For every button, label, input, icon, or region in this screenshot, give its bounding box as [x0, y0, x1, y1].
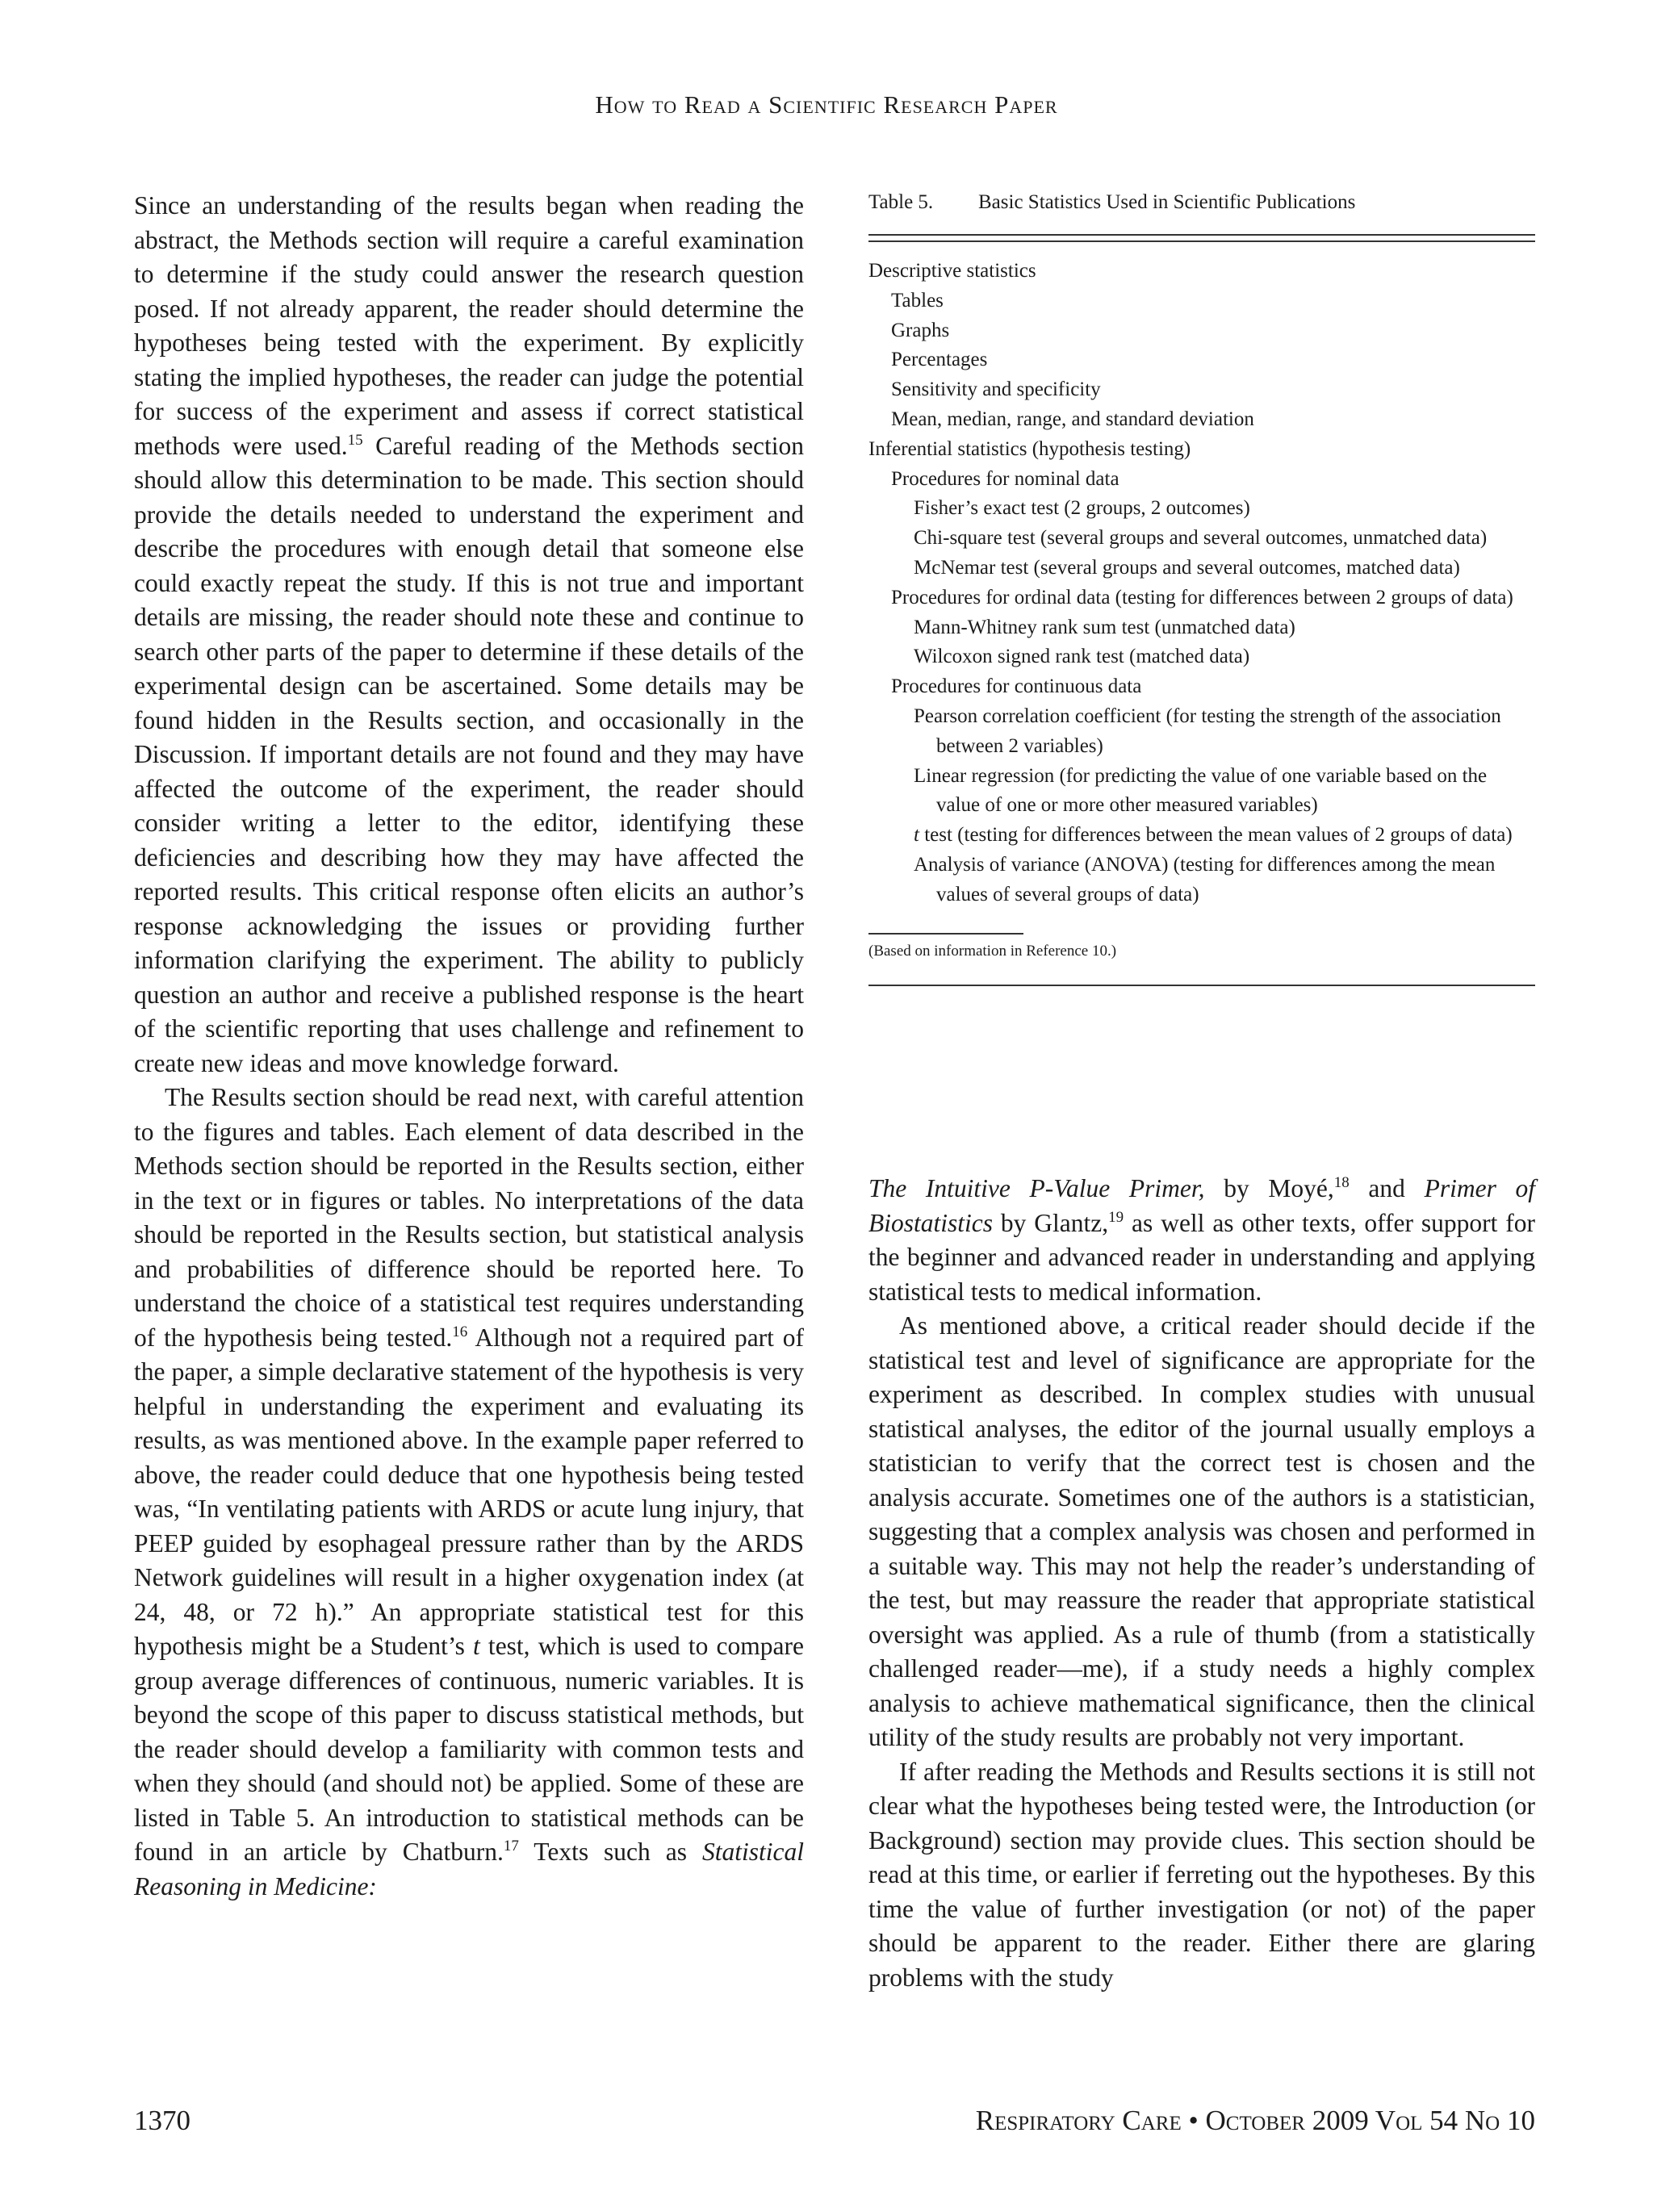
table-row: Fisher’s exact test (2 groups, 2 outcomes) [914, 497, 1250, 520]
table-row: Procedures for continuous data [891, 675, 1142, 698]
reference-19: 19 [1108, 1208, 1124, 1226]
table-row: Chi-square test (several groups and several outcomes, unmatched data) [914, 527, 1488, 550]
right-paragraph-1: The Intuitive P-Value Primer, by Moyé,$^{18}$ and Primer of Biostatistics by Glantz,$^{19}$ as well as other texts, offer support for the beginner and advanced reader in understanding and applying statistical tests to medical information. [868, 1174, 1536, 1306]
table-row: Inferential statistics (hypothesis testing) [868, 437, 1191, 460]
reference-16: 16 [452, 1323, 468, 1340]
running-head: How to Read a Scientific Research Paper [595, 90, 1058, 119]
table-row: Linear regression (for predicting the value of one variable based on the value of one or more other measured variables) [914, 764, 1488, 817]
journal-footer: Respiratory Care • October 2009 Vol 54 No 10 [975, 2105, 1535, 2136]
table-footnote-rule [868, 933, 1023, 935]
left-paragraph-1: Since an understanding of the results began when reading the abstract, the Methods section will require a careful examination to determine if the study could answer the research question posed. If not already apparent, the reader should determine the hypotheses being tested with the experiment. By explicitly stating the implied hypotheses, the reader can judge the potential for success of the experiment and assess if correct statistical methods were used.$^{15}$ Careful reading of the Methods section should allow this determination to be made. This section should provide the details needed to understand the experiment and describe the procedures with enough detail that someone else could exactly repeat the study. If this is not true and important details are missing, the reader should note these and continue to search other parts of the paper to determine if these details of the experimental design can be ascertained. Some details may be found hidden in the Results section, and occasionally in the Discussion. If important details are not found and they may have affected the outcome of the experiment, the reader should consider writing a letter to the editor, identifying these deficiencies and describing how they may have affected the reported results. This critical response often elicits an author’s response acknowledging the issues or providing further information clarifying the experiment. The ability to publicly question an author and receive a published response is the heart of the scientific reporting that uses challenge and refinement to create new ideas and move knowledge forward. [134, 191, 804, 1077]
table-row: Mann-Whitney rank sum test (unmatched data) [914, 616, 1295, 638]
table-top-rule [868, 234, 1535, 242]
book-title: Statistical Reasoning in Medicine: [134, 1838, 804, 1900]
table-row: Pearson correlation coefficient (for testing the strength of the association between 2 variables) [914, 705, 1501, 757]
table-5 [868, 189, 1535, 986]
right-paragraph-3: If after reading the Methods and Results sections it is still not clear what the hypotheses being tested were, the Introduction (or Background) section may provide clues. This section should be read at this time, or earlier if ferreting out the hypotheses. By this time the value of further investigation (or not) of the paper should be apparent to the reader. Either there are glaring problems with the study [868, 1757, 1535, 1992]
table-row: Mean, median, range, and standard deviation [891, 408, 1254, 430]
table-row: t test (testing for differences between the mean values of 2 groups of data) [914, 824, 1513, 847]
table-row: Procedures for nominal data [891, 467, 1119, 490]
right-column [868, 1172, 1535, 1995]
left-column [134, 189, 804, 1904]
table-title: Basic Statistics Used in Scientific Publications [978, 191, 1356, 213]
table-row: Descriptive statistics [868, 260, 1036, 282]
table-number: Table 5. [868, 191, 934, 213]
table-note: (Based on information in Reference 10.) [868, 942, 1117, 960]
table-row: Analysis of variance (ANOVA) (testing for differences among the mean values of several groups of data) [914, 853, 1496, 905]
page-number: 1370 [134, 2105, 190, 2136]
reference-15: 15 [347, 431, 363, 449]
table-row: Graphs [891, 319, 950, 341]
table-body [868, 257, 1535, 910]
table-row: Wilcoxon signed rank test (matched data) [914, 646, 1250, 668]
reference-18: 18 [1333, 1174, 1350, 1191]
table-caption [868, 189, 1535, 216]
table-row: Sensitivity and specificity [891, 378, 1101, 401]
table-row: Procedures for ordinal data (testing for differences between 2 groups of data) [891, 586, 1513, 608]
table-bottom-rule [868, 985, 1535, 986]
reference-17: 17 [503, 1838, 519, 1854]
table-row: Percentages [891, 349, 988, 371]
table-row: McNemar test (several groups and several outcomes, matched data) [914, 556, 1460, 579]
left-paragraph-2: The Results section should be read next, with careful attention to the figures and tables. Each element of data described in the Methods section should be reported in the Results section, either in the text or in figures or tables. No interpretations of the data should be reported in the Results section, but statistical analysis and probabilities of difference should be reported here. To understand the choice of a statistical test requires understanding of the hypothesis being tested.$^{16}$ Although not a required part of the paper, a simple declarative statement of the hypothesis is very helpful in understanding the experiment and evaluating its results, as was mentioned above. In the example paper referred to above, the reader could deduce that one hypothesis being tested was, “In ventilating patients with ARDS or acute lung injury, that PEEP guided by esophageal pressure rather than by the ARDS Network guidelines will result in a higher oxygenation index (at 24, 48, or 72 h).” An appropriate statistical test for this hypothesis might be a Student’s t test, which is used to compare group average differences of continuous, numeric variables. It is beyond the scope of this paper to discuss statistical methods, but the reader should develop a familiarity with common tests and when they should (and should not) be applied. Some of these are listed in Table 5. An introduction to statistical methods can be found in an article by Chatburn.$^{17}$ Texts such as Statistical Reasoning in Medicine: [134, 1083, 805, 1900]
right-paragraph-2: As mentioned above, a critical reader should decide if the statistical test and level of significance are appropriate for the experiment as described. In complex studies with unusual statistical analyses, the editor of the journal usually employs a statistician to verify that the correct test is chosen and the analysis accurate. Sometimes one of the authors is a statistician, suggesting that a complex analysis was chosen and performed in a suitable way. This may not help the reader’s understanding of the test, but may reassure the reader that appropriate statistical oversight was applied. As a rule of thumb (from a statistically challenged reader—me), if a study needs a highly complex analysis to achieve mathematical significance, then the clinical utility of the study results are probably not very important. [868, 1311, 1535, 1751]
table-row: Tables [891, 289, 944, 312]
